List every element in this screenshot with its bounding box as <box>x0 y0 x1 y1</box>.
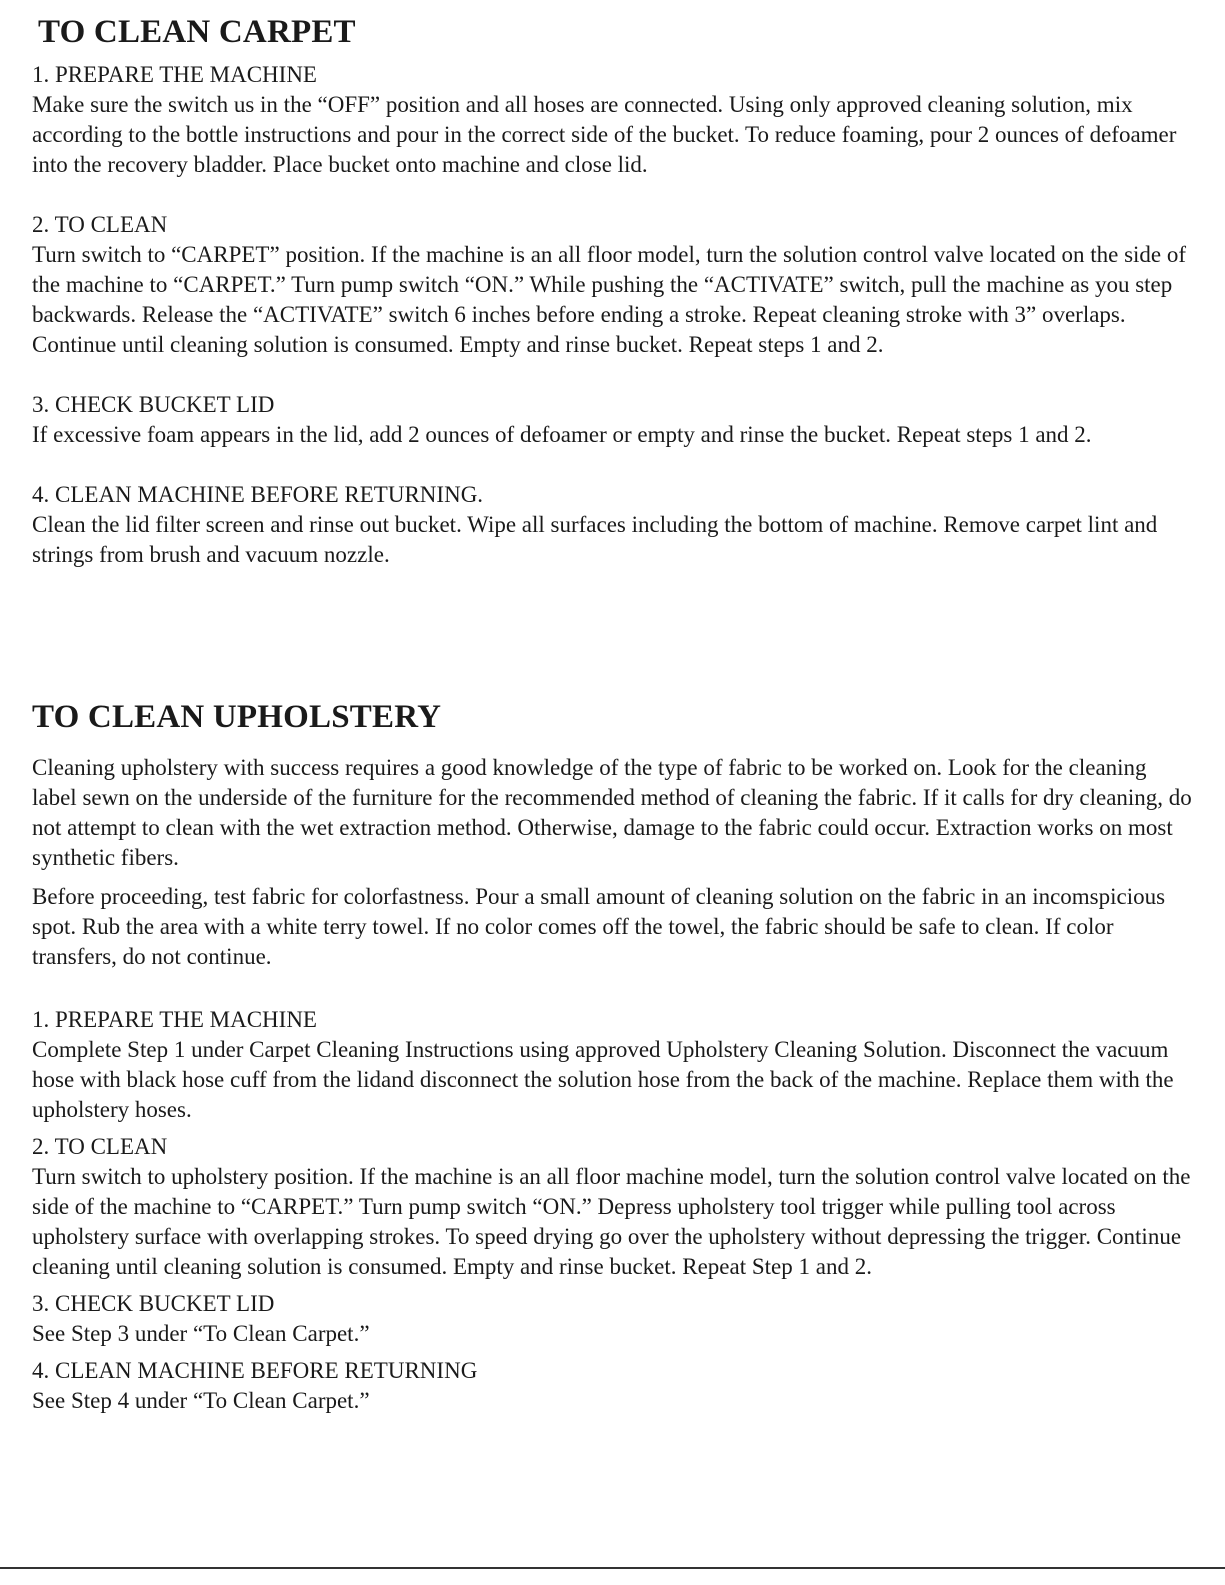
upholstery-intro-paragraph-1: Cleaning upholstery with success requires a good knowledge of the type of fabric to be worked on. Look for the cleaning label sewn on the underside of the furniture for the recommended method of cleaning the fabric. If it calls for dry cleaning, do not attempt to clean with the wet extraction method. Otherwise, damage to the fabric could occur. Extraction works on most synthetic fibers. <box>32 755 1192 870</box>
carpet-step-2-body: Turn switch to “CARPET” position. If the machine is an all floor model, turn the solution control valve located on the side of the machine to “CARPET.” Turn pump switch “ON.” While pushing the “ACTIVATE” switch, pull the machine as you step backwards. Release the “ACTIVATE” switch 6 inches before ending a stroke. Repeat cleaning stroke with 3” overlaps. Continue until cleaning solution is consumed. Empty and rinse bucket. Repeat steps 1 and 2. <box>32 242 1187 357</box>
upholstery-intro-paragraph-2: Before proceeding, test fabric for colorfastness. Pour a small amount of cleaning solution on the fabric in an incomspicious spot. Rub the area with a white terry towel. If no color comes off the towel, the fabric should be safe to clean. If color transfers, do not continue. <box>32 884 1166 969</box>
carpet-step-4-heading: 4. CLEAN MACHINE BEFORE RETURNING. <box>32 482 484 507</box>
upholstery-step-1-heading: 1. PREPARE THE MACHINE <box>32 1007 317 1032</box>
upholstery-step-4 <box>32 1356 1192 1416</box>
upholstery-step-4-body: See Step 4 under “To Clean Carpet.” <box>32 1388 370 1413</box>
upholstery-step-2 <box>32 1132 1192 1282</box>
carpet-step-3 <box>32 390 1192 450</box>
carpet-step-4-body: Clean the lid filter screen and rinse out bucket. Wipe all surfaces including the bottom of machine. Remove carpet lint and strings from brush and vacuum nozzle. <box>32 512 1158 567</box>
carpet-section <box>32 12 1192 600</box>
carpet-step-2 <box>32 210 1192 360</box>
upholstery-step-2-heading: 2. TO CLEAN <box>32 1134 168 1159</box>
upholstery-step-1-body: Complete Step 1 under Carpet Cleaning Instructions using approved Upholstery Cleaning Solution. Disconnect the vacuum hose with black hose cuff from the lidand disconnect the solution hose from the back of the machine. Replace them with the upholstery hoses. <box>32 1037 1174 1122</box>
carpet-step-2-heading: 2. TO CLEAN <box>32 212 168 237</box>
upholstery-step-1 <box>32 1005 1192 1125</box>
bottom-divider <box>0 1567 1225 1569</box>
carpet-step-4 <box>32 480 1192 570</box>
upholstery-step-4-heading: 4. CLEAN MACHINE BEFORE RETURNING <box>32 1358 478 1383</box>
carpet-step-1-body: Make sure the switch us in the “OFF” position and all hoses are connected. Using only approved cleaning solution, mix according to the bottle instructions and pour in the correct side of the bucket. To reduce foaming, pour 2 ounces of defoamer into the recovery bladder. Place bucket onto machine and close lid. <box>32 92 1177 177</box>
upholstery-title: TO CLEAN UPHOLSTERY <box>32 699 442 735</box>
section-spacer <box>32 981 1192 1005</box>
carpet-step-3-body: If excessive foam appears in the lid, add 2 ounces of defoamer or empty and rinse the bucket. Repeat steps 1 and 2. <box>32 422 1092 447</box>
upholstery-step-3 <box>32 1289 1192 1349</box>
carpet-step-3-heading: 3. CHECK BUCKET LID <box>32 392 275 417</box>
carpet-step-1-heading: 1. PREPARE THE MACHINE <box>32 62 317 87</box>
carpet-step-1 <box>32 60 1192 180</box>
upholstery-step-3-body: See Step 3 under “To Clean Carpet.” <box>32 1321 370 1346</box>
carpet-title: TO CLEAN CARPET <box>38 14 356 50</box>
upholstery-step-2-body: Turn switch to upholstery position. If the machine is an all floor machine model, turn the solution control valve located on the side of the machine to “CARPET.” Turn pump switch “ON.” Depress upholstery tool trigger while pulling tool across upholstery surface with overlapping strokes. To speed drying go over the upholstery without depressing the trigger. Continue cleaning until cleaning solution is consumed. Empty and rinse bucket. Repeat Step 1 and 2. <box>32 1164 1191 1279</box>
upholstery-section <box>32 697 1192 1423</box>
upholstery-step-3-heading: 3. CHECK BUCKET LID <box>32 1291 275 1316</box>
